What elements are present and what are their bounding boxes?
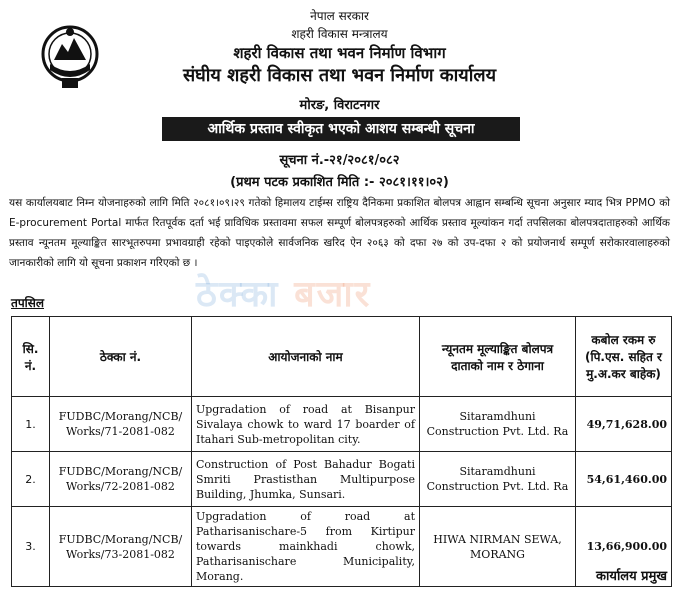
office-location: मोरङ, विराटनगर <box>299 98 380 113</box>
table-row <box>12 397 672 452</box>
row-project-name: Upgradation of road at Patharisanischare-5 from Kirtipur towards mainkhadi chowk, Patharisanischare Municipality, Morang. <box>192 507 420 587</box>
header-bid-amount: कबोल रकम रु (पि.एस. सहित र मु.अ.कर बाहेक) <box>576 317 672 397</box>
notice-number: सूचना नं.-२१/२०८१/०८२ <box>279 153 400 168</box>
tender-table <box>11 316 672 587</box>
row-project-name: Construction of Post Bahadur Bogati Smriti Prastisthan Multipurpose Building, Jhumka, Sunsari. <box>192 452 420 507</box>
department-title: शहरी विकास तथा भवन निर्माण विभाग <box>233 44 446 62</box>
first-published-date: (प्रथम पटक प्रकाशित मिति :- २०८१।११।०२) <box>230 175 449 190</box>
header-serial-number: सि. नं. <box>12 317 50 397</box>
row-bid-amount: 13,66,900.00 <box>576 507 672 587</box>
table-header-row <box>12 317 672 397</box>
watermark-part-2: बजार <box>294 274 372 315</box>
row-bidder: Sitaramdhuni Construction Pvt. Ltd. Ra <box>420 397 576 452</box>
row-serial-number: 3. <box>12 507 50 587</box>
office-title: संघीय शहरी विकास तथा भवन निर्माण कार्यालय <box>182 65 497 86</box>
row-bid-amount: 49,71,628.00 <box>576 397 672 452</box>
row-contract-number: FUDBC/Morang/NCB/ Works/71-2081-082 <box>50 397 192 452</box>
government-title: नेपाल सरकार <box>310 9 369 23</box>
notice-body: यस कार्यालयबाट निम्न योजनाहरुको लागि मिति २०८१।०९।२९ गतेको हिमालय टाईम्स राष्ट्रिय दैनिकमा प्रकाशित बोलपत्र आह्वान सम्बन्धि सूचना अनुसार म्याद भित्र PPMO को E-procurement Portal मार्फत रितपूर्वक दर्ता भई प्राविधिक प्रस्तावमा सफल सम्पूर्ण बोलपत्रहरुको आर्थिक प्रस्ताव मूल्यांकन गर्दा तपसिलका बोलपत्रदाताहरुको आर्थिक प्रस्ताव न्यूनतम मूल्याङ्कित सारभूतरुपमा प्रभावग्राही रहेको पाइएकोले सार्वजनिक खरिद ऐन २०६३ को दफा २७ को उप-दफा २ को प्रयोजनार्थ सम्पूर्ण सरोकारवालाहरुको जानकारीको लागि यो सूचना प्रकाशन गरिएको छ । <box>9 197 670 269</box>
office-chief-signature: कार्यालय प्रमुख <box>596 569 667 584</box>
row-bidder: HIWA NIRMAN SEWA, MORANG <box>420 507 576 587</box>
header-project-name: आयोजनाको नाम <box>192 317 420 397</box>
table-row <box>12 452 672 507</box>
row-serial-number: 2. <box>12 452 50 507</box>
row-bidder: Sitaramdhuni Construction Pvt. Ltd. Ra <box>420 452 576 507</box>
tapasil-label: तपसिल <box>11 296 45 310</box>
watermark-part-1: ठेक्का <box>196 274 280 315</box>
thekka-bazar-watermark <box>196 268 371 317</box>
notice-title-banner: आर्थिक प्रस्ताव स्वीकृत भएको आशय सम्बन्धी सूचना <box>162 117 520 141</box>
ministry-title: शहरी विकास मन्त्रालय <box>291 27 388 41</box>
header-contract-number: ठेक्का नं. <box>50 317 192 397</box>
row-serial-number: 1. <box>12 397 50 452</box>
table-row <box>12 507 672 587</box>
row-bid-amount: 54,61,460.00 <box>576 452 672 507</box>
row-project-name: Upgradation of road at Bisanpur Sivalaya chowk to ward 17 boarder of Itahari Sub-metropolitan city. <box>192 397 420 452</box>
row-contract-number: FUDBC/Morang/NCB/ Works/72-2081-082 <box>50 452 192 507</box>
header-bidder: न्यूनतम मूल्याङ्कित बोलपत्र दाताको नाम र ठेगाना <box>420 317 576 397</box>
row-contract-number: FUDBC/Morang/NCB/ Works/73-2081-082 <box>50 507 192 587</box>
